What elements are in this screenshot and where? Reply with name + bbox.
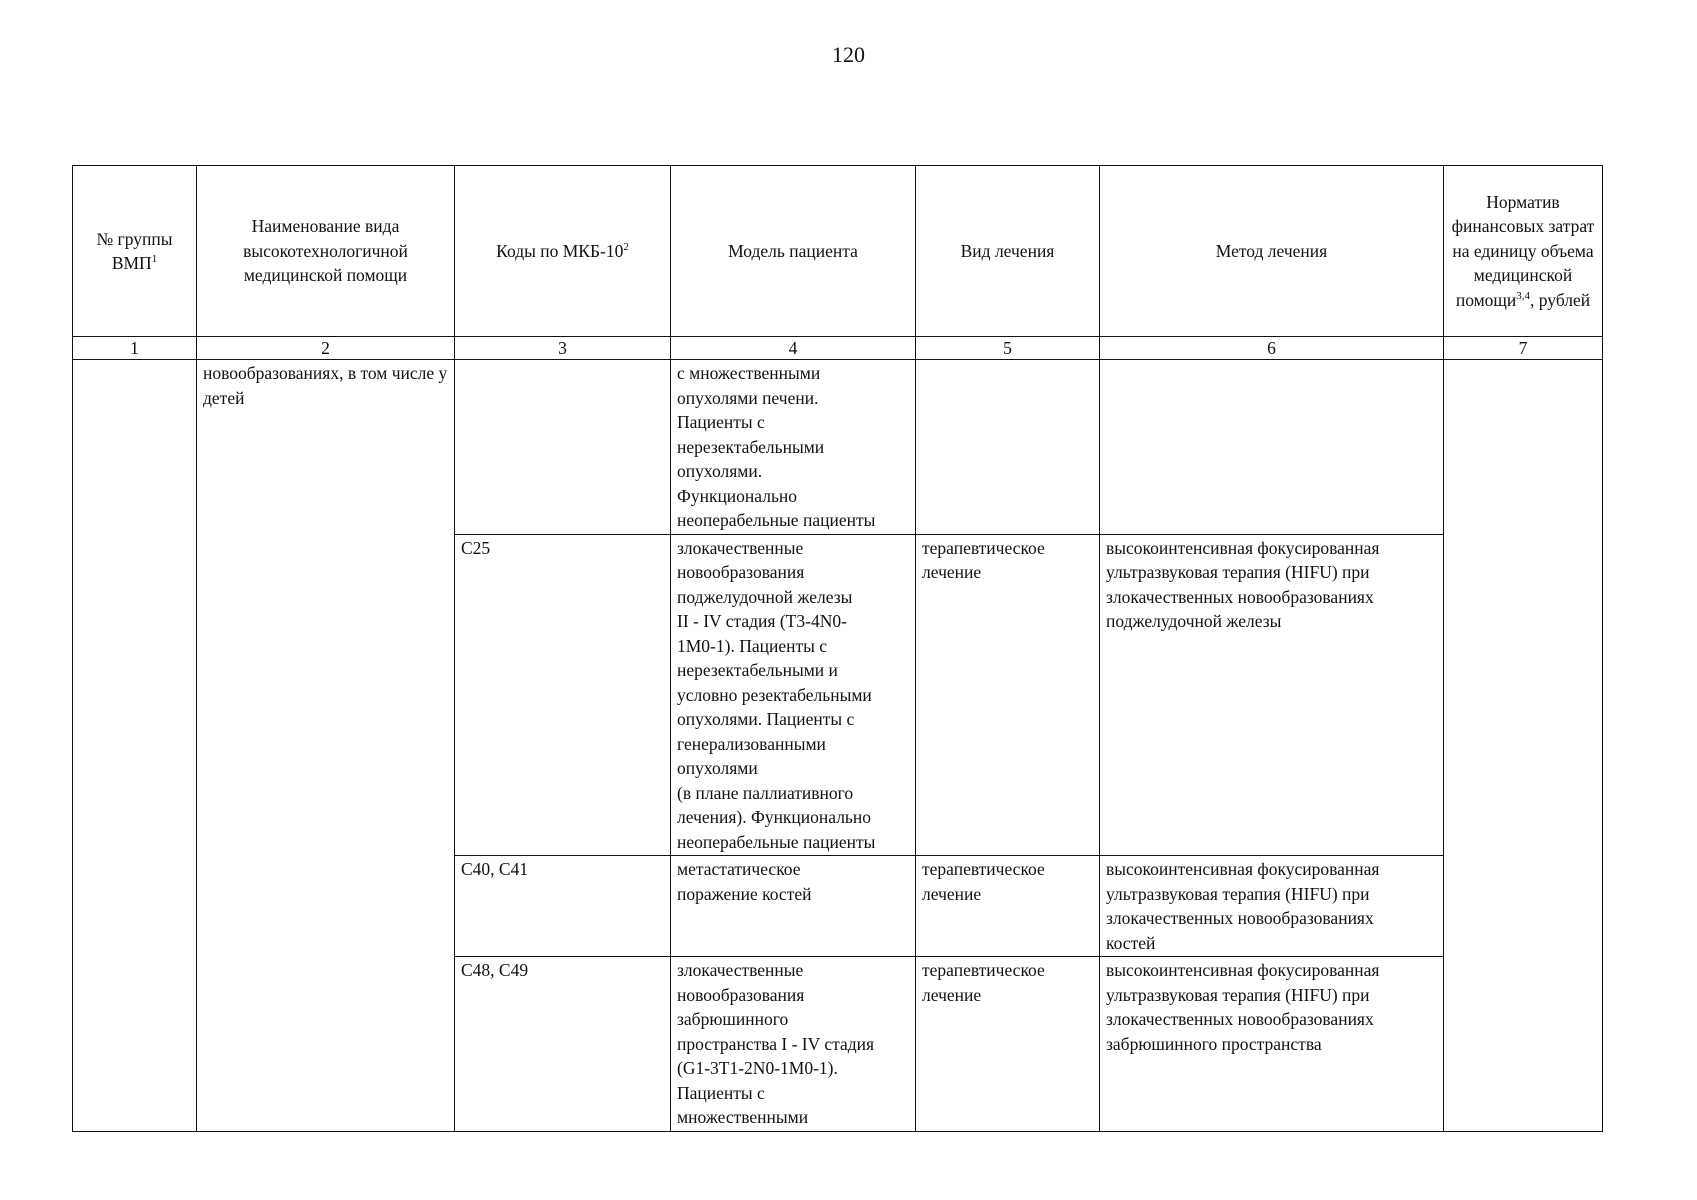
treatment-method-cell: высокоинтенсивная фокусированная ультразвуковая терапия (HIFU) при злокачественных новообразованиях забрюшинного пространства — [1100, 957, 1444, 1132]
column-number: 1 — [73, 337, 197, 360]
patient-model-cell: метастатическое поражение костей — [671, 856, 916, 957]
icd-codes-cell — [455, 360, 671, 535]
column-number: 3 — [455, 337, 671, 360]
column-number: 6 — [1100, 337, 1444, 360]
treatment-type-cell: терапевтическое лечение — [916, 534, 1100, 856]
header-treatment-method: Метод лечения — [1100, 166, 1444, 337]
patient-model-cell: злокачественные новообразования забрюшинного пространства I - IV стадия (G1-3T1-2N0-1M0-1). Пациенты с множественными — [671, 957, 916, 1132]
header-group-number: № группы ВМП$^1$ — [73, 166, 197, 337]
header-care-type-name: Наименование вида высокотехнологичной медицинской помощи — [197, 166, 455, 337]
column-number: 7 — [1444, 337, 1603, 360]
vmp-table-container — [72, 165, 1602, 1132]
cost-standard-cell — [1444, 360, 1603, 1132]
header-cost-standard: Норматив финансовых затрат на единицу объема медицинской помощи$^{3,4}$, рублей — [1444, 166, 1603, 337]
treatment-type-cell: терапевтическое лечение — [916, 856, 1100, 957]
patient-model-cell: злокачественные новообразования поджелудочной железы II - IV стадия (T3-4N0- 1M0-1). Пациенты с нерезектабельными и условно резектабельными опухолями. Пациенты с генерализованными опухолями (в плане паллиативного лечения). Функционально неоперабельные пациенты — [671, 534, 916, 856]
column-number: 2 — [197, 337, 455, 360]
table-row — [73, 360, 1603, 535]
care-type-name-cell: новообразованиях, в том числе у детей — [197, 360, 455, 1132]
icd-codes-cell: C40, C41 — [455, 856, 671, 957]
icd-codes-cell: C25 — [455, 534, 671, 856]
treatment-type-cell — [916, 360, 1100, 535]
patient-model-cell: с множественными опухолями печени. Пациенты с нерезектабельными опухолями. Функционально неоперабельные пациенты — [671, 360, 916, 535]
header-treatment-type: Вид лечения — [916, 166, 1100, 337]
table-header-row — [73, 166, 1603, 337]
header-patient-model: Модель пациента — [671, 166, 916, 337]
icd-codes-cell: C48, C49 — [455, 957, 671, 1132]
treatment-method-cell: высокоинтенсивная фокусированная ультразвуковая терапия (HIFU) при злокачественных новообразованиях поджелудочной железы — [1100, 534, 1444, 856]
column-number-row — [73, 337, 1603, 360]
treatment-method-cell — [1100, 360, 1444, 535]
column-number: 5 — [916, 337, 1100, 360]
treatment-method-cell: высокоинтенсивная фокусированная ультразвуковая терапия (HIFU) при злокачественных новообразованиях костей — [1100, 856, 1444, 957]
vmp-table — [72, 165, 1603, 1132]
treatment-type-cell: терапевтическое лечение — [916, 957, 1100, 1132]
column-number: 4 — [671, 337, 916, 360]
group-number-cell — [73, 360, 197, 1132]
header-icd-codes: Коды по МКБ-$10^2$ — [455, 166, 671, 337]
page-number: 120 — [832, 42, 865, 67]
